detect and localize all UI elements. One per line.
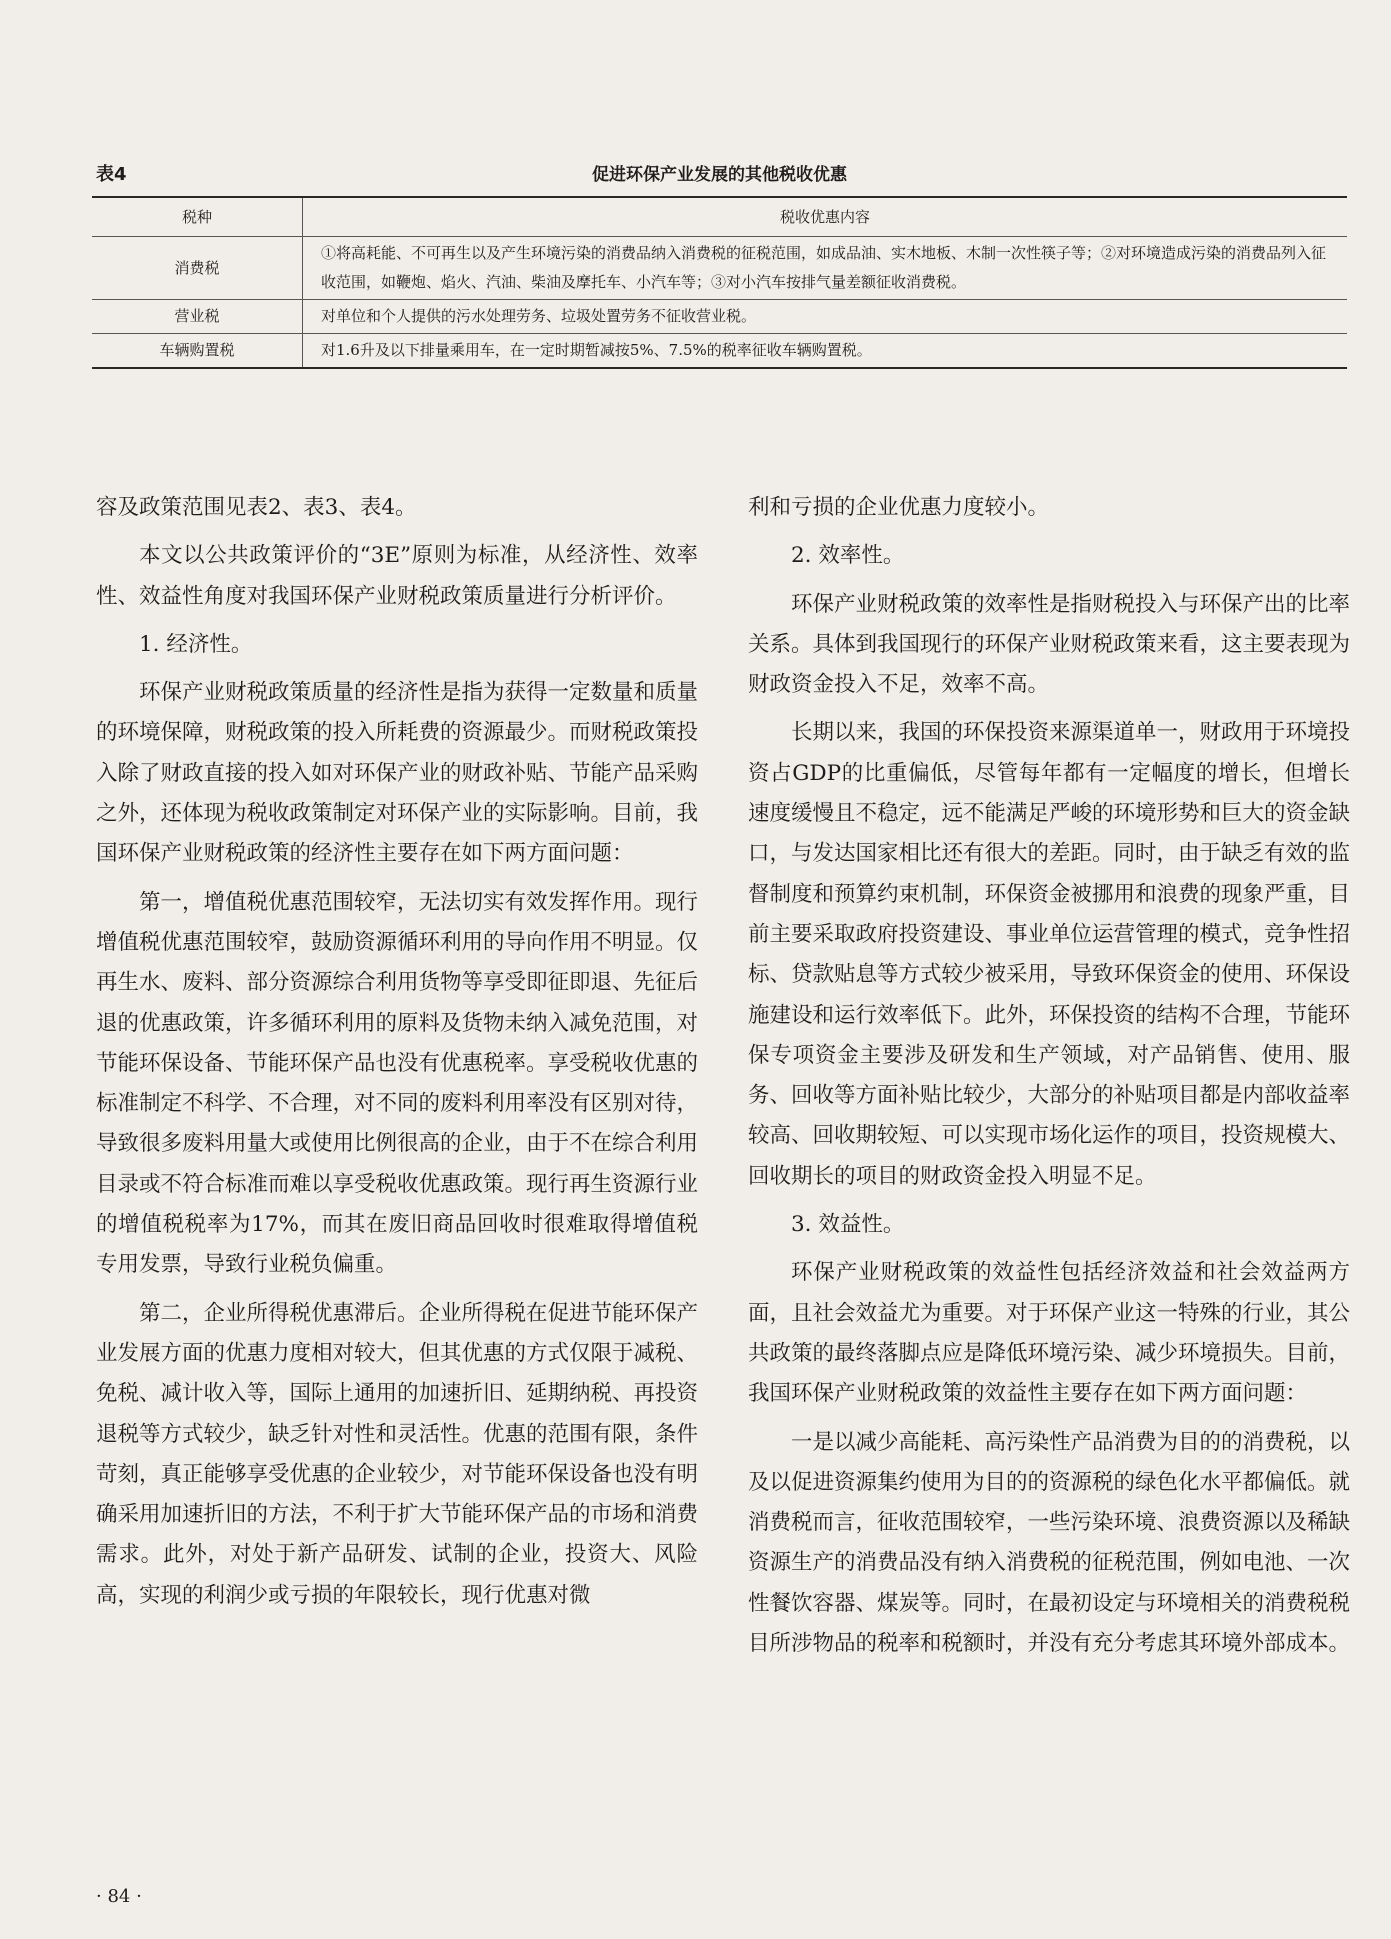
paragraph: 容及政策范围见表2、表3、表4。 xyxy=(96,495,417,520)
incentive-content-cell: 对单位和个人提供的污水处理劳务、垃圾处置劳务不征收营业税。 xyxy=(303,300,1348,334)
section-heading: 3. 效益性。 xyxy=(791,1212,905,1238)
header-tax-type: 税种 xyxy=(92,197,303,237)
tax-type-cell: 车辆购置税 xyxy=(92,334,303,369)
paragraph: 长期以来，我国的环保投资来源渠道单一，财政用于环境投资占GDP的比重偏低，尽管每年都有一定幅度的增长，但增长速度缓慢且不稳定，远不能满足严峻的环境形势和巨大的资金缺口，与发达国家相比还有很大的差距。同时，由于缺乏有效的监督制度和预算约束机制，环保资金被挪用和浪费的现象严重，目前主要采取政府投资建设、事业单位运营管理的模式，竞争性招标、贷款贴息等方式较少被采用，导致环保资金的使用、环保设施建设和运行效率低下。此外，环保投资的结构不合理，节能环保专项资金主要涉及研发和生产领域，对产品销售、使用、服务、回收等方面补贴比较少，大部分的补贴项目都是内部收益率较高、回收期较短、可以实现市场化运作的项目，投资规模大、回收期长的项目的财政资金投入明显不足。 xyxy=(748,720,1351,1189)
incentive-content-cell: 对1.6升及以下排量乘用车，在一定时期暂减按5%、7.5%的税率征收车辆购置税。 xyxy=(321,341,872,359)
page-number: · 84 · xyxy=(96,1886,142,1907)
right-text-column xyxy=(748,488,1350,1672)
tax-incentive-table-block xyxy=(92,160,1347,369)
table-row xyxy=(92,237,1347,300)
paragraph: 第二，企业所得税优惠滞后。企业所得税在促进节能环保产业发展方面的优惠力度相对较大，但其优惠的方式仅限于减税、免税、减计收入等，国际上通用的加速折旧、延期纳税、再投资退税等方式较少，缺乏针对性和灵活性。优惠的范围有限，条件苛刻，真正能够享受优惠的企业较少，对节能环保设备也没有明确采用加速折旧的方法，不利于扩大节能环保产品的市场和消费需求。此外，对处于新产品研发、试制的企业，投资大、风险高，实现的利润少或亏损的年限较长，现行优惠对微 xyxy=(96,1300,699,1608)
tax-type-cell: 消费税 xyxy=(92,237,303,300)
paragraph: 一是以减少高能耗、高污染性产品消费为目的的消费税，以及以促进资源集约使用为目的的资源税的绿色化水平都偏低。就消费税而言，征收范围较窄，一些污染环境、浪费资源以及稀缺资源生产的消费品没有纳入消费税的征税范围，例如电池、一次性餐饮容器、煤炭等。同时，在最初设定与环境相关的消费税税目所涉物品的税率和税额时，并没有充分考虑其环境外部成本。 xyxy=(748,1429,1351,1657)
tax-type-cell: 营业税 xyxy=(92,300,303,334)
tax-incentive-table xyxy=(92,196,1347,369)
paragraph: 环保产业财税政策的效益性包括经济效益和社会效益两方面，且社会效益尤为重要。对于环保产业这一特殊的行业，其公共政策的最终落脚点应是降低环境污染、减少环境损失。目前，我国环保产业财税政策的效益性主要存在如下两方面问题： xyxy=(748,1260,1351,1407)
table-label: 表4 xyxy=(96,164,127,185)
table-title: 促进环保产业发展的其他税收优惠 xyxy=(592,165,847,185)
paragraph: 环保产业财税政策的效率性是指财税投入与环保产出的比率关系。具体到我国现行的环保产业财税政策来看，这主要表现为财政资金投入不足，效率不高。 xyxy=(748,591,1351,698)
table-row xyxy=(92,300,1347,334)
section-heading: 2. 效率性。 xyxy=(791,543,905,569)
table-caption xyxy=(92,160,1347,186)
table-header-row xyxy=(92,197,1347,237)
paragraph: 利和亏损的企业优惠力度较小。 xyxy=(748,495,1050,520)
section-heading: 1. 经济性。 xyxy=(139,631,253,657)
header-incentive-content: 税收优惠内容 xyxy=(303,197,1348,237)
incentive-content-cell: ①将高耗能、不可再生以及产生环境污染的消费品纳入消费税的征税范围，如成品油、实木地板、木制一次性筷子等；②对环境造成污染的消费品列入征收范围，如鞭炮、焰火、汽油、柴油及摩托车、小汽车等；③对小汽车按排气量差额征收消费税。 xyxy=(303,237,1348,300)
paragraph: 环保产业财税政策质量的经济性是指为获得一定数量和质量的环境保障，财税政策的投入所耗费的资源最少。而财税政策投入除了财政直接的投入如对环保产业的财政补贴、节能产品采购之外，还体现为税收政策制定对环保产业的实际影响。目前，我国环保产业财税政策的经济性主要存在如下两方面问题： xyxy=(96,680,699,867)
table-row xyxy=(92,334,1347,369)
paragraph: 第一，增值税优惠范围较窄，无法切实有效发挥作用。现行增值税优惠范围较窄，鼓励资源循环利用的导向作用不明显。仅再生水、废料、部分资源综合利用货物等享受即征即退、先征后退的优惠政策，许多循环利用的原料及货物未纳入减免范围，对节能环保设备、节能环保产品也没有优惠税率。享受税收优惠的标准制定不科学、不合理，对不同的废料利用率没有区别对待，导致很多废料用量大或使用比例很高的企业，由于不在综合利用目录或不符合标准而难以享受税收优惠政策。现行再生资源行业的增值税税率为17%，而其在废旧商品回收时很难取得增值税专用发票，导致行业税负偏重。 xyxy=(96,889,699,1278)
left-text-column xyxy=(96,488,698,1624)
paragraph: 本文以公共政策评价的“3E”原则为标准，从经济性、效率性、效益性角度对我国环保产业财税政策质量进行分析评价。 xyxy=(96,543,698,609)
